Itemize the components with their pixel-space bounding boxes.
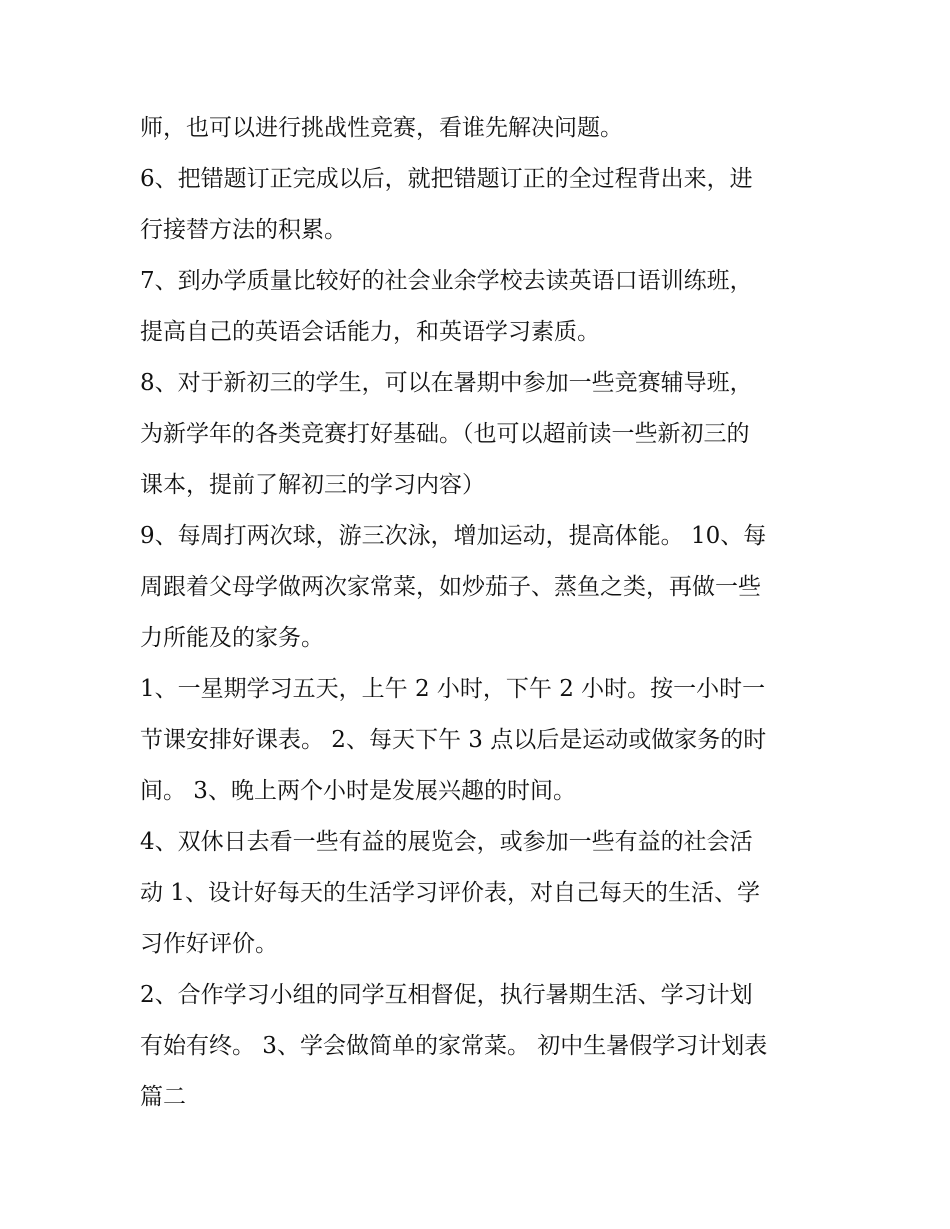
text-line: 节课安排好课表。 2、每天下午 3 点以后是运动或做家务的时 [140, 727, 767, 753]
text-line: 提高自己的英语会话能力，和英语学习素质。 [140, 319, 600, 345]
text-line: 周跟着父母学做两次家常菜，如炒茄子、蒸鱼之类，再做一些 [140, 574, 761, 600]
text-line: 2、合作学习小组的同学互相督促，执行暑期生活、学习计划 [140, 982, 753, 1008]
text-line: 习作好评价。 [140, 931, 278, 957]
text-line: 师，也可以进行挑战性竞赛，看谁先解决问题。 [140, 115, 623, 141]
text-line: 为新学年的各类竞赛打好基础。（也可以超前读一些新初三的 [140, 421, 750, 447]
text-line: 9、每周打两次球，游三次泳，增加运动，提高体能。 10、每 [140, 523, 767, 549]
text-line: 1、一星期学习五天，上午 2 小时，下午 2 小时。按一小时一 [140, 676, 766, 702]
text-line: 间。 3、晚上两个小时是发展兴趣的时间。 [140, 778, 576, 804]
text-line: 动 1、设计好每天的生活学习评价表，对自己每天的生活、学 [140, 880, 760, 906]
text-line: 8、对于新初三的学生，可以在暑期中参加一些竞赛辅导班， [140, 370, 753, 396]
text-line: 4、双休日去看一些有益的展览会，或参加一些有益的社会活 [140, 829, 753, 855]
text-line: 有始有终。 3、学会做简单的家常菜。 初中生暑假学习计划表 [140, 1033, 768, 1059]
text-line: 6、把错题订正完成以后，就把错题订正的全过程背出来，进 [140, 166, 753, 192]
text-line: 力所能及的家务。 [140, 625, 324, 651]
text-line: 7、到办学质量比较好的社会业余学校去读英语口语训练班， [140, 268, 753, 294]
text-line: 行接替方法的积累。 [140, 217, 347, 243]
text-line: 课本，提前了解初三的学习内容） [140, 472, 485, 498]
body-text [140, 103, 820, 1123]
text-line: 篇二 [140, 1084, 186, 1110]
